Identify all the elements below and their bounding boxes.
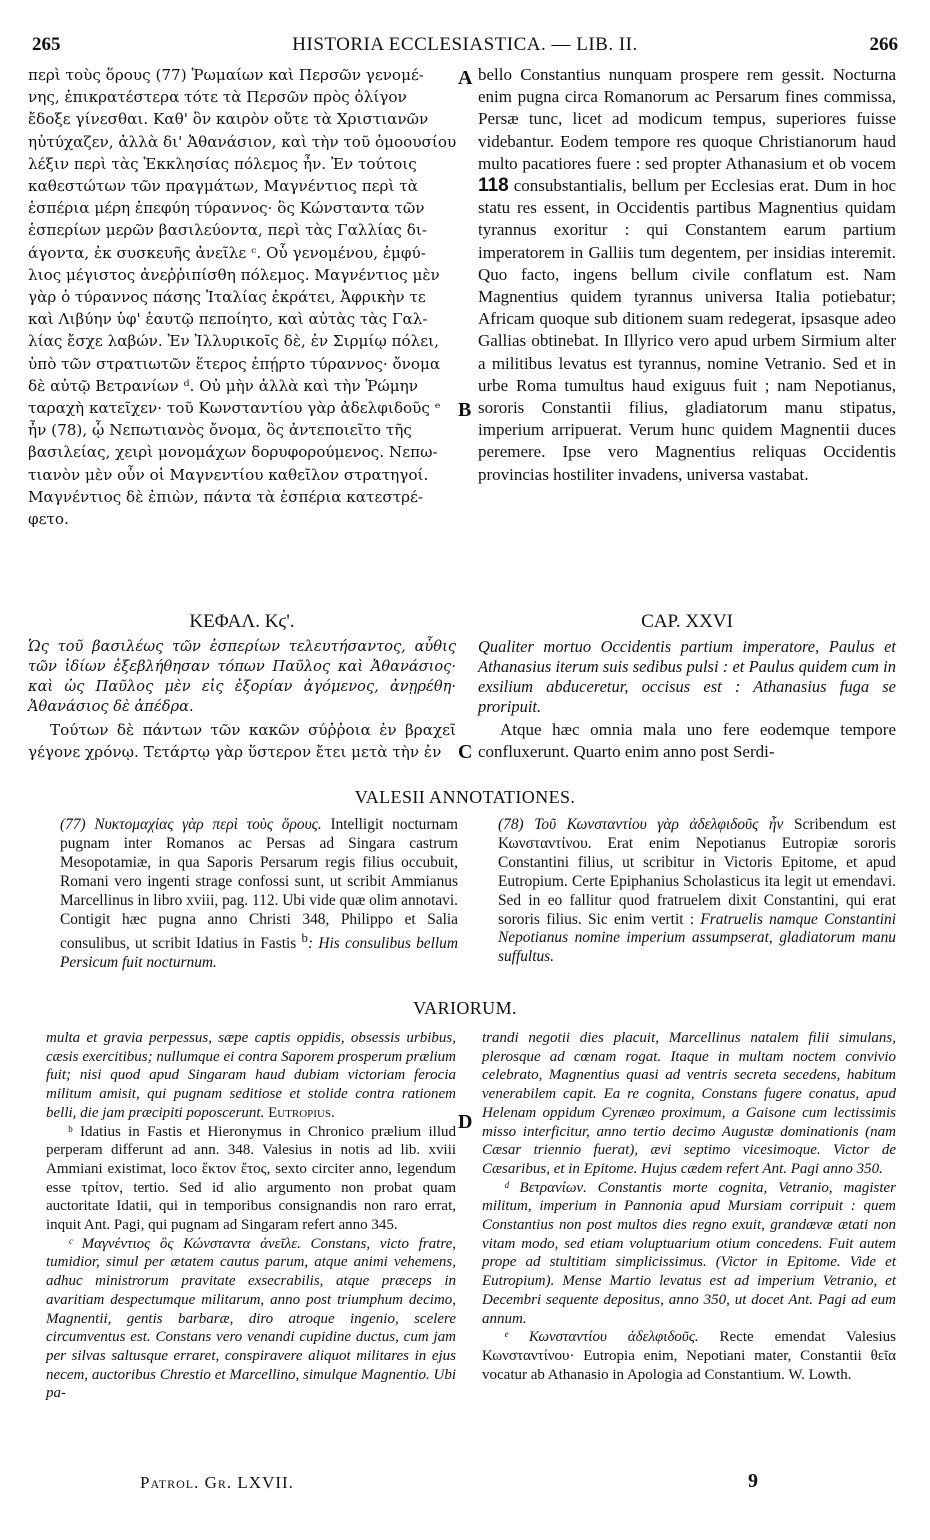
margin-letter-d: D [458,1111,473,1133]
greek-main-line: λιος μέγιστος ἀνεῤῥιπίσθη πόλεμος. Μαγνέντιος μὲν [28,265,440,284]
note-77-lemma: (77) Νυκτομαχίας γὰρ περὶ τοὺς ὅρους. [60,816,322,833]
greek-chapter-summary: Ὡς τοῦ βασιλέως τῶν ἑσπερίων τελευτήσαντος, αὖθις τῶν ἰδίων ἐξεβλήθησαν τόπων Παῦλος καὶ Ἀθανάσιος· καὶ ὡς Παῦλος μὲν εἰς ἐξορίαν ἀγόμενος, ἀνῃρέθη· Ἀθανάσιος δὲ ἀπέδρα. [28,638,456,715]
valesii-note-77 [60,816,458,973]
variorum-note-e-lemma: ᵉ Κωνσταντίου ἀδελφιδοῦς. [504,1329,699,1346]
page-number-right: 266 [869,34,898,55]
greek-main-line: ἑσπερίων μερῶν βασιλεύοντα, περὶ τὰς Γαλλίας δι- [28,221,427,240]
page-number-left: 265 [32,34,61,55]
variorum-right-column [482,1029,896,1384]
greek-main-line: ἑσπέρια μέρη ἐπεφύη τύραννος· ὃς Κώνσταντα τῶν [28,199,425,218]
latin-chapter-text: Atque hæc omnia mala uno fere eodemque tempore confluxerunt. Quarto enim anno post Serdi- [478,720,896,762]
variorum-note-e-text: Recte emendat Valesius Κωνσταντίνου· Eutropia enim, Nepotiani mater, Constantii θεῖα vocatur ab Athanasio in Apologia ad Constantium. W. Lowth. [482,1329,896,1383]
greek-main-line: ὑπὸ τῶν στρατιωτῶν ἕτερος ἐπῄρτο τύραννος· ὄνομα [28,354,441,373]
variorum-note-c-text: Constans, victo fratre, tumidior, simul per ætatem cautus parum, atque animi vehemens, adhuc ministrorum pravitate exsecrabilis, atque præceps in avaritiam despectumque militarum, anno post triumphum decimo, Magnentii, gentis barbaræ, diro atroque ingenio, scelere circumventus est. Constans vero venandi cupidine ductus, cum jam per silvas saltusque erraret, conspiravere aliquot militares in ejus necem, auctoribus Chrestio et Marcellino, simulque Magnentio. Ubi pa- [46,1235,457,1402]
variorum-title: VARIORUM. [413,998,517,1018]
variorum-left-1: multa et gravia perpessus, sæpe captis oppidis, obsessis urbibus, cæsis exercitibus; nullumque ei contra Saporem prosperum prælium fuit; nisi quod apud Singaram haud dubiam victoriam ferocia militum amisit, qui pugnam seditiose et stolide contra rationem belli, die jam præcipiti poposcerunt. [46,1030,456,1121]
greek-main-line: Μαγνέντιος δὲ ἐπιὼν, πάντα τὰ ἑσπέρια κατεστρέ- [28,487,424,506]
greek-main-line: καὶ Λιβύην ὑφ' ἑαυτῷ πεποίητο, καὶ αὐτὰς τὰς Γαλ- [28,310,428,329]
valesii-title: VALESII ANNOTATIONES. [354,787,576,807]
footer-signature: 9 [748,1470,758,1492]
margin-letter-b: B [458,399,472,421]
variorum-note-b: ᵇ Idatius in Fastis et Hieronymus in Chronico prælium illud perperam differunt ad ann. 348. Valesius in notis ad lib. xviii Ammiani existimat, loco ἕκτον ἔτος, sexto circiter anno, legendum esse τρίτον, tertio. Sed id alio argumento non probat quam auctoritate Idatii, qui in temporibus consignandis non raro errat, inquit Ant. Pagi, qui pugnam ad Singaram refert anno 345. [46,1123,456,1234]
greek-main-line: φετο. [28,510,69,529]
greek-main-line: βασιλείας, χειρὶ μονομάχων δορυφορούμενος. Νεπω- [28,443,438,462]
greek-main-line: δὲ αὐτῷ Βετρανίων ᵈ. Οὐ μὴν ἀλλὰ καὶ τὴν Ῥώμην [28,376,419,395]
note-78-text: Scribendum est Κωνσταντίνου. Erat enim Nepotianus Eutropiæ sororis Constantini filius, ut scribitur in Victoris Epitome, et apud Eutropium. Certe Epiphanius Scholasticus ita legit ut emendavi. Sed in eo fallitur quod fratruelem dixit Constantini, qui erat sororis filius. Sic enim vertit : [498,816,896,928]
greek-main-line: ταραχὴ κατεῖχεν· τοῦ Κωνσταντίου γὰρ ἀδελφιδοῦς ᵉ [28,399,441,418]
running-title: HISTORIA ECCLESIASTICA. — LIB. II. [292,34,638,55]
latin-chapter-summary: Qualiter mortuo Occidentis partium imperatore, Paulus et Athanasius iterum suis sedibus pulsi : et Paulus quidem cum in exsilium abduceretur, occisus est : Athanasius fuga se proripuit. [478,637,896,716]
greek-main-line: ηὐτύχαζεν, ἀλλὰ δι' Ἀθανάσιον, καὶ τὴν τοῦ ὁμοουσίου [28,132,457,151]
greek-main-line: άγοντα, ἐκ συσκευῆς ἀνεῖλε ᶜ. Οὗ γενομένου, ἐμφύ- [28,243,426,262]
variorum-note-d-text: Constantis morte cognita, Vetranio, magister militum, imperium in Pannonia apud Mursiam corripuit : quem Constantius non post multos dies regno exuit, grandævæ ætati non vitam modo, sed etiam voluptuarium otium concedens. Fuit autem prope ad stultitiam simplicissimus. (Victor in Epitome. Vide et Eutropium). Mense Martio levatus est ad imperium Vetranio, et Decembri sequente depositus, anno 350, ut docet Ant. Pagi ad eum annum. [482,1179,897,1327]
greek-main-line: νης, ἐπικρατέστερα τότε τὰ Περσῶν πρὸς ὀλίγον [28,88,407,107]
latin-main-text [478,64,896,486]
note-77-ref: b [301,931,308,946]
greek-main-line: καθεστώτων τῶν πραγμάτων, Μαγνέντιος περὶ τὰ [28,177,418,196]
running-header [32,34,898,60]
greek-main-line: περὶ τοὺς ὅρους (77) Ῥωμαίων καὶ Περσῶν γενομέ- [28,66,424,84]
note-77-text: Intelligit nocturnam pugnam inter Romanos ac Persas ad Singara castrum Mesopotamiæ, in qua Saporis Persarum regis filius occubuit, Romani vero ingenti strage confossi sunt, ut scribit Ammianus Marcellinus in libro xviii, pag. 112. Ubi vide quæ olim annotavi. Contigit hæc pugna anno Christi 348, Philippo et Salia consulibus, ut scribit Idatius in Fastis [60,816,458,953]
greek-main-line: ἦν (78), ᾧ Νεπωτιανὸς ὄνομα, ὃς ἀντεποιεῖτο τῆς [28,421,412,440]
greek-main-line: λίας ἔσχε λαβών. Ἐν Ἰλλυρικοῖς δὲ, ἐν Σιρμίῳ πόλει, [28,332,439,351]
note-77-quote: : His consulibus bellum Persicum fuit nocturnum. [60,935,458,972]
variorum-note-d-lemma: ᵈ Βετρανίων. [504,1179,587,1196]
variorum-left-column [46,1029,456,1403]
greek-chapter-heading: ΚΕΦΑΛ. Κϛ'. [189,611,295,632]
column-number-118: 118 [478,175,509,197]
variorum-left-1-source: Eutropius. [268,1104,335,1121]
latin-chapter-heading: CAP. XXVI [641,611,733,632]
greek-main-line: γὰρ ὁ τύραννος πάσης Ἰταλίας ἐκράτει, Ἀφρικὴν τε [28,288,426,307]
footer-patrologia: Patrol. Gr. LXVII. [140,1473,294,1492]
greek-main-line: λέξιν περὶ τὰς Ἐκκλησίας πόλεμος ἦν. Ἐν τούτοις [28,154,417,173]
greek-main-text [28,64,456,530]
latin-main-part1: bello Constantius nunquam prospere rem gessit. Nocturna enim pugna circa Romanorum ac Persarum fines commissa, Persæ tunc, licet ad modicum tempus, superiores fuisse videbantur. Eodem tempore res quoque Christianorum haud multo pacatiores fuere : sed propter Athanasium et ob vocem [478,65,896,173]
valesii-note-78 [498,816,896,967]
note-78-lemma: (78) Τοῦ Κωνσταντίου γὰρ ἀδελφιδοῦς ἦν [498,816,784,833]
margin-letter-a: A [458,67,473,89]
latin-main-part2: consubstantialis, bellum per Ecclesias erat. Dum in hoc statu res essent, in Occidentis partibus Magnentius quidam tyrannus exoritur : qui Constantem earum partium imperatorem in Galliis tum degentem, per insidias interemit. Quo facto, ingens bellum civile conflatum est. Nam Magnentius quidem tyrannus universa Italia potiebatur; Africam quoque sub ditionem suam redegerat, ipsasque adeo Gallias obtinebat. In Illyrico vero apud urbem Sirmium alter a militibus levatus est tyrannus, nomine Vetranio. Sed et in urbe Roma tumultus haud exiguus fuit ; nam Nepotianus, sororis Constantii filius, gladiatorum manu stipatus, imperium arripuerat. Verum hunc quidem Magnentii duces peremere. Ipse vero Magnentius reliquas Occidentis provincias hostiliter invadens, universa vastabat. [478,176,896,484]
note-78-quote: Fratruelis namque Constantini Nepotianus nomine imperium assumpserat, gladiatorum manu suffultus. [498,910,896,966]
variorum-note-c-lemma: ᶜ Μαγνέντιος ὃς Κώνσταντα ἀνεῖλε. [68,1235,301,1252]
greek-chapter-text: Τούτων δὲ πάντων τῶν κακῶν σύῤῥοια ἐν βραχεῖ γέγονε χρόνῳ. Τετάρτῳ γὰρ ὕστερον ἔτει μετὰ τὴν ἐν [28,721,456,762]
margin-letter-c: C [458,741,473,763]
variorum-right-1: trandi negotii dies placuit, Marcellinus natalem filii simulans, plerosque ad cœnam rogat. Itaque in multam noctem convivio celebrato, Magnentius quasi ad ventris secreta secedens, habitum venerabilem capit. Ea re cognita, Constans fugere conatus, apud Helenam oppidum Cyrenæo proximum, a Gaisone cum lectissimis misso interficitur, anno tertio decimo Augustæ dominationis (nam Cæsar triennio fuerat), ævi septimo vicesimoque. Victor de Cæsaribus, et in Epitome. Hujus cædem refert Ant. Pagi anno 350. [482,1030,896,1177]
greek-main-line: ἔδοξε γίνεσθαι. Καθ' ὃν καιρὸν οὔτε τὰ Χριστιανῶν [28,110,429,129]
greek-main-line: τιανὸν μὲν οὖν οἱ Μαγνεντίου καθεῖλον στρατηγοί. [28,465,429,484]
